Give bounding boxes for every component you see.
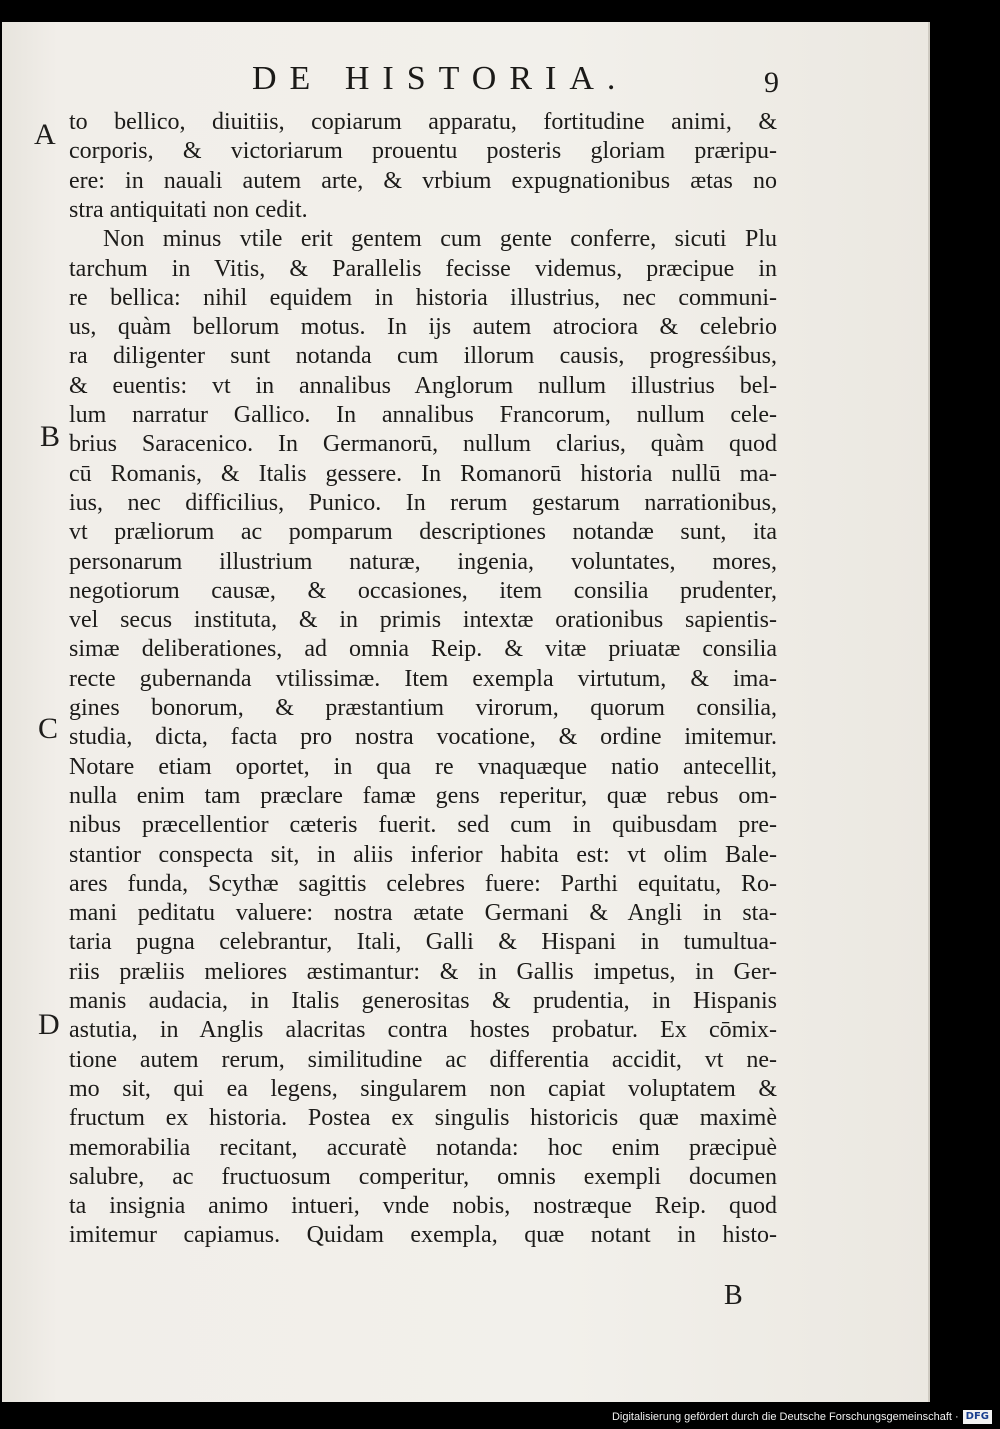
text-line: ares funda, Scythæ sagittis celebres fuere: Parthi equitatu, Ro- xyxy=(69,870,777,897)
text-line: nulla enim tam præclare famæ gens reperitur, quæ rebus om- xyxy=(69,782,777,809)
funding-notice: Digitalisierung gefördert durch die Deutsche Forschungsgemeinschaft · xyxy=(611,1411,959,1423)
running-header: DE HISTORIA. xyxy=(252,60,629,97)
page-number: 9 xyxy=(764,66,779,99)
text-line: tione autem rerum, similitudine ac differentia accidit, vt ne- xyxy=(69,1046,777,1073)
text-line: imitemur capiamus. Quidam exempla, quæ notant in histo- xyxy=(69,1222,777,1249)
margin-marker-b: B xyxy=(40,420,61,453)
text-line: nibus præcellentior cæteris fuerit. sed cum in quibusdam pre- xyxy=(69,812,777,839)
margin-marker-d: D xyxy=(38,1008,60,1041)
text-line: lum narratur Gallico. In annalibus Francorum, nullum cele- xyxy=(69,402,777,428)
text-line: tarchum in Vitis, & Parallelis fecisse videmus, præcipue in xyxy=(69,255,777,282)
text-line: memorabilia recitant, accuratè notanda: hoc enim præcipuè xyxy=(69,1134,777,1161)
text-line: brius Saracenico. In Germanorū, nullum clarius, quàm quod xyxy=(69,431,777,458)
text-line: manis audacia, in Italis generositas & prudentia, in Hispanis xyxy=(69,988,777,1014)
text-line: Non minus vtile erit gentem cum gente conferre, sicuti Plu xyxy=(103,226,777,253)
text-line: Notare etiam oportet, in qua re vnaquæque natio antecellit, xyxy=(69,753,777,780)
text-line: fructum ex historia. Postea ex singulis historicis quæ maximè xyxy=(69,1105,777,1132)
margin-marker-c: C xyxy=(38,712,59,745)
text-line: us, quàm bellorum motus. In ijs autem atrociora & celebrio xyxy=(69,314,777,341)
text-line: mani peditatu valuere: nostra ætate Germani & Angli in sta- xyxy=(69,900,777,927)
text-line: salubre, ac fructuosum comperitur, omnis exempli documen xyxy=(69,1163,777,1190)
body-text xyxy=(2,22,928,1402)
text-line: stra antiquitati non cedit. xyxy=(69,196,308,223)
book-page xyxy=(2,22,930,1402)
text-line: ius, nec difficilius, Punico. In rerum gestarum narrationibus, xyxy=(69,489,777,516)
text-line: corporis, & victoriarum prouentu posteris gloriam præripu- xyxy=(69,138,777,165)
text-line: gines bonorum, & præstantium virorum, quorum consilia, xyxy=(69,695,777,721)
text-line: personarum illustrium naturæ, ingenia, voluntates, mores, xyxy=(69,548,777,575)
text-line: simæ deliberationes, ad omnia Reip. & vitæ priuatæ consilia xyxy=(69,636,777,663)
text-line: astutia, in Anglis alacritas contra hostes probatur. Ex cōmix- xyxy=(69,1017,777,1044)
text-line: re bellica: nihil equidem in historia illustrius, nec communi- xyxy=(69,284,777,311)
catchword: B xyxy=(724,1280,743,1311)
text-line: negotiorum causæ, & occasiones, item consilia prudenter, xyxy=(69,577,777,604)
text-line: to bellico, diuitiis, copiarum apparatu, fortitudine animi, & xyxy=(69,109,777,135)
text-line: recte gubernanda vtilissimæ. Item exempla virtutum, & ima- xyxy=(69,665,777,692)
text-line: mo sit, qui ea legens, singularem non capiat voluptatem & xyxy=(69,1075,777,1102)
text-line: riis præliis meliores æstimantur: & in Gallis impetus, in Ger- xyxy=(69,958,777,985)
digitization-footer xyxy=(612,1408,992,1426)
dfg-logo: DFG xyxy=(963,1410,992,1424)
text-line: stantior conspecta sit, in aliis inferior habita est: vt olim Bale- xyxy=(69,841,777,868)
text-line: cū Romanis, & Italis gessere. In Romanorū historia nullū ma- xyxy=(69,460,777,487)
text-line: ere: in nauali autem arte, & vrbium expugnationibus ætas no xyxy=(69,167,777,194)
text-line: & euentis: vt in annalibus Anglorum nullum illustrius bel- xyxy=(69,372,777,399)
margin-marker-a: A xyxy=(34,118,56,151)
text-line: studia, dicta, facta pro nostra vocatione, & ordine imitemur. xyxy=(69,724,777,751)
text-line: vt præliorum ac pomparum descriptiones notandæ sunt, ita xyxy=(69,519,777,546)
text-line: ta insignia animo intueri, vnde nobis, nostræque Reip. quod xyxy=(69,1193,777,1220)
text-line: ra diligenter sunt notanda cum illorum causis, progresśibus, xyxy=(69,343,777,370)
text-line: vel secus instituta, & in primis intextæ orationibus sapientis- xyxy=(69,607,777,634)
text-line: taria pugna celebrantur, Itali, Galli & Hispani in tumultua- xyxy=(69,929,777,956)
